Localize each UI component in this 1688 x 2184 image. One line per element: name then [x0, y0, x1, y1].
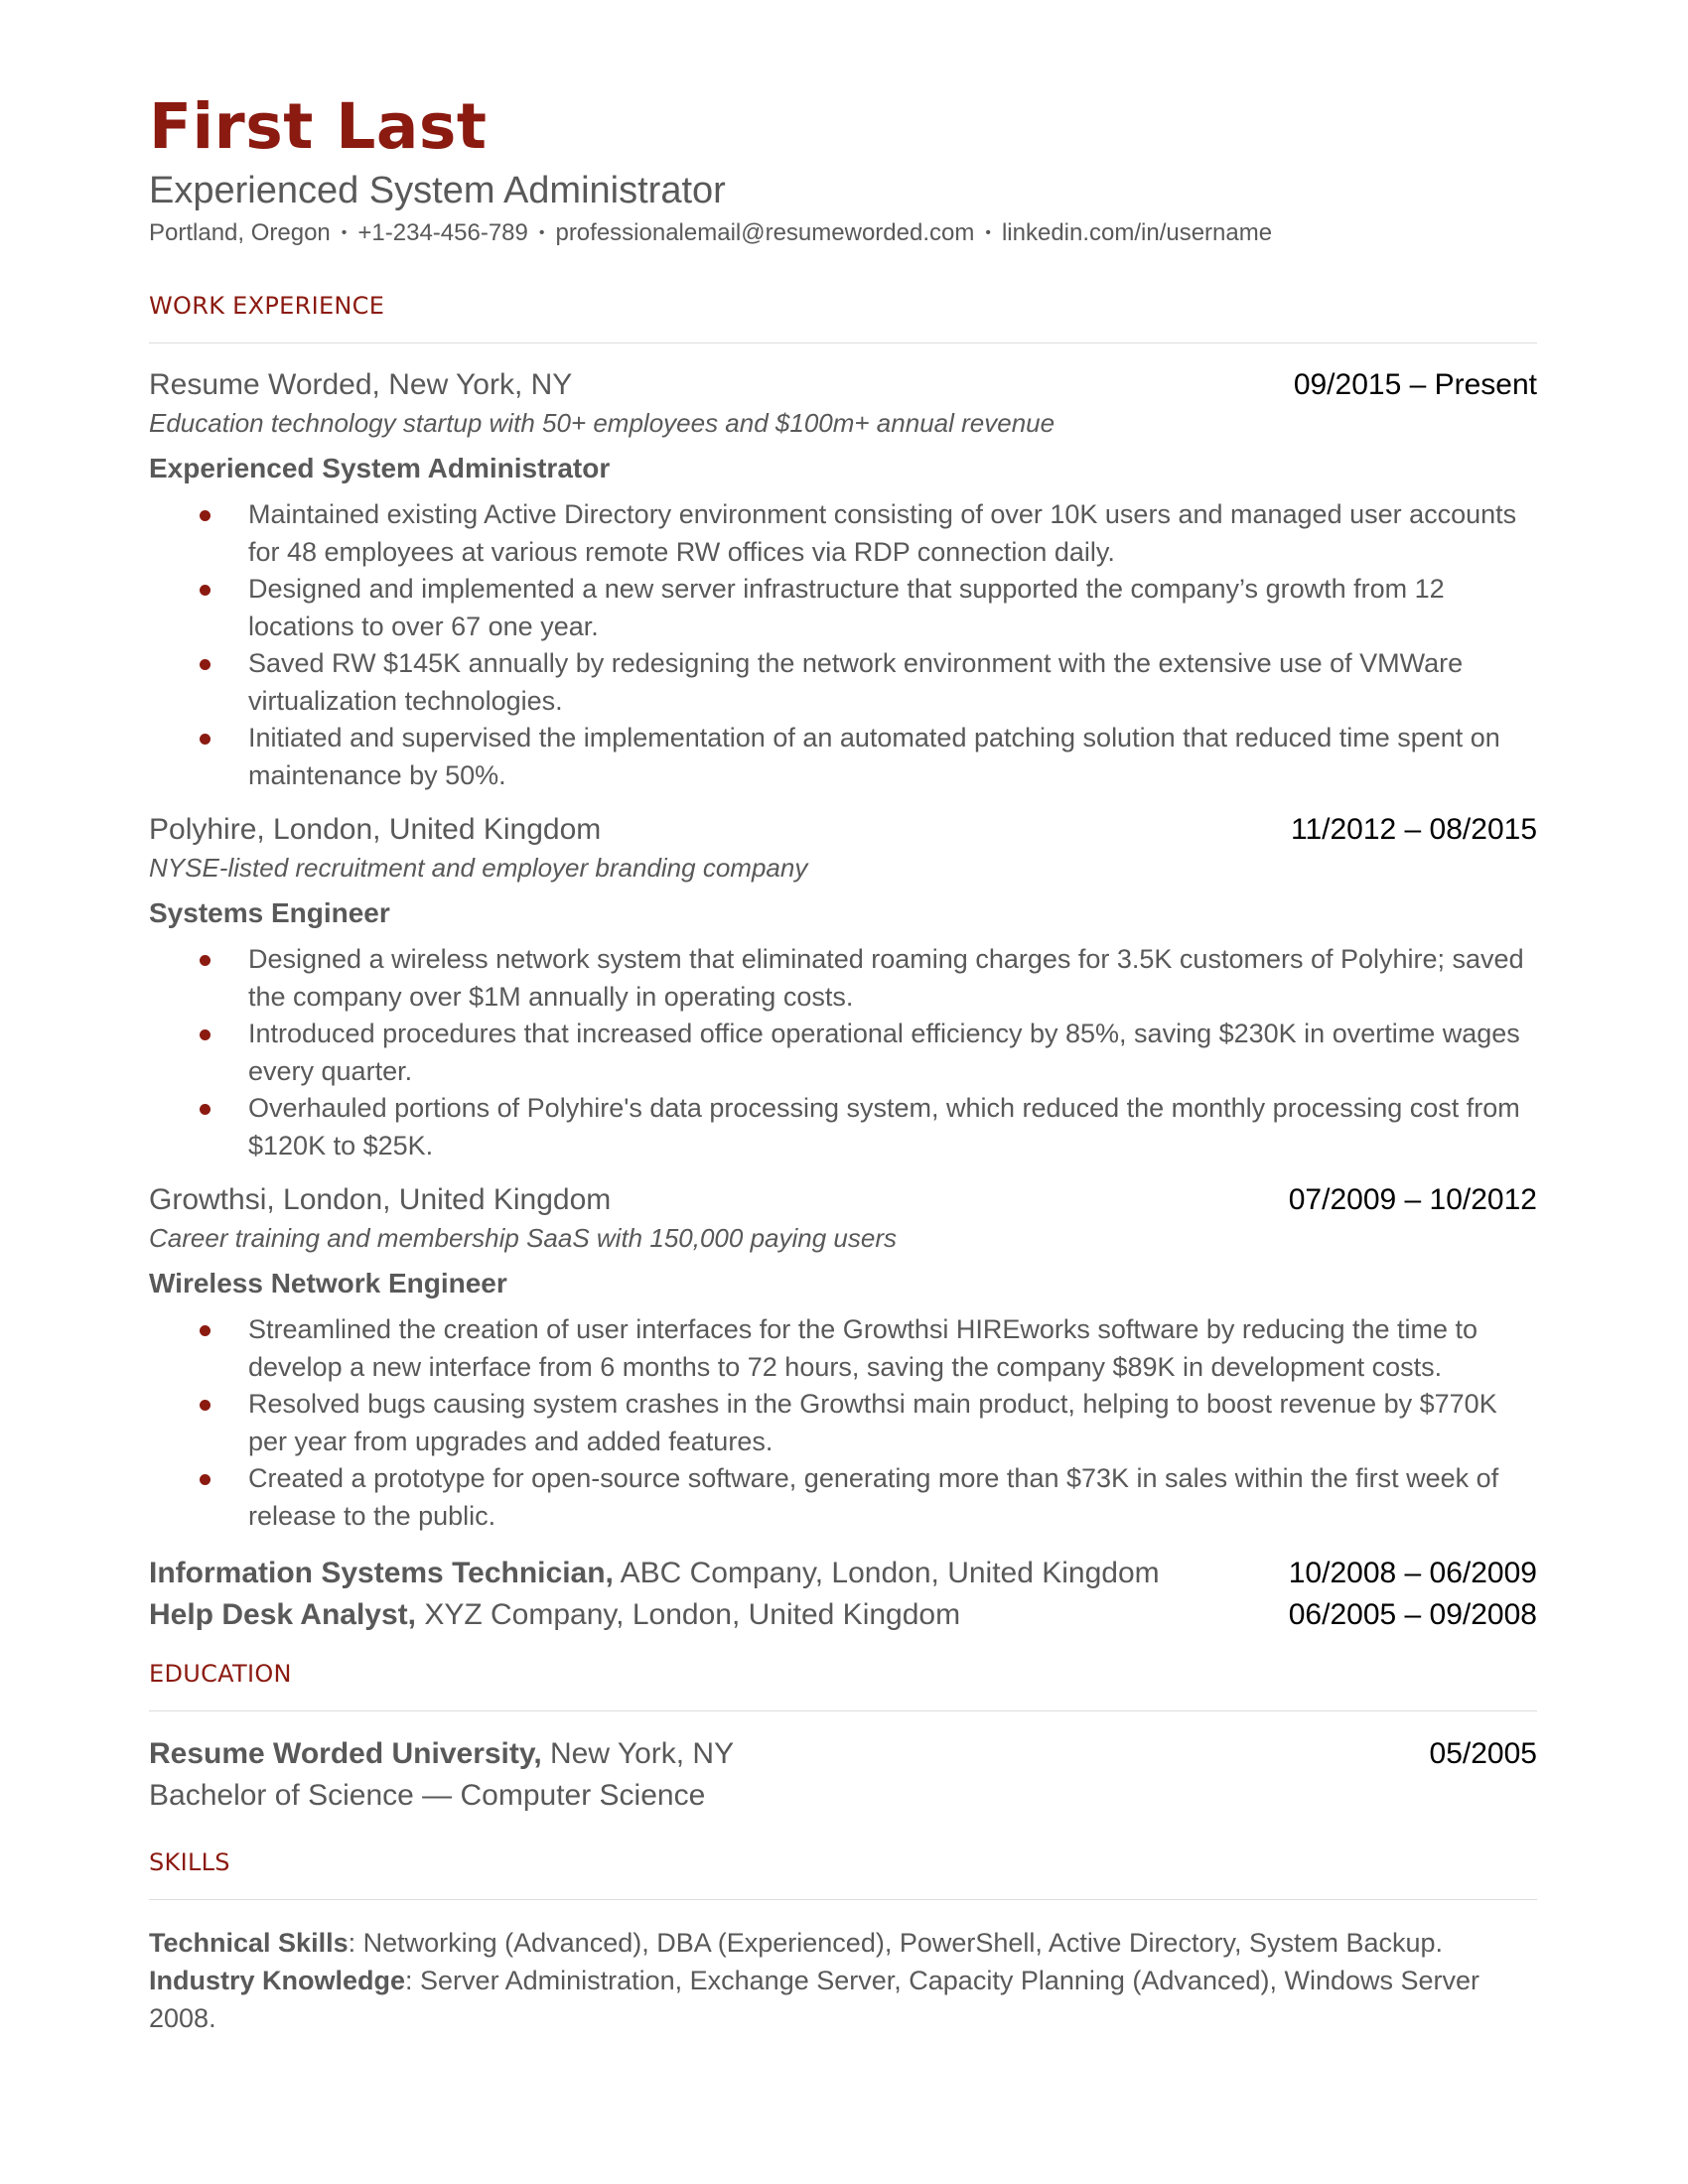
bullet-icon: [200, 1474, 211, 1485]
list-item: [149, 1016, 1537, 1090]
job-dates: 07/2009 – 10/2012: [1288, 1183, 1537, 1216]
section-divider: [149, 1710, 1537, 1711]
skill-label: Technical Skills: [149, 1928, 349, 1958]
job-dates: 09/2015 – Present: [1293, 368, 1537, 401]
job-description: Career training and membership SaaS with 150,000 paying users: [149, 1223, 897, 1253]
skills-list: [149, 1924, 1537, 2037]
contact-linkedin[interactable]: linkedin.com/in/username: [1001, 219, 1273, 246]
job-company: Growthsi, London, United Kingdom: [149, 1183, 612, 1216]
section-title-work: WORK EXPERIENCE: [149, 292, 385, 320]
bullet-text: Introduced procedures that increased office operational efficiency by 85%, saving $230K in overtime wages every quarter.: [248, 1019, 1520, 1086]
short-job-row: [149, 1553, 1537, 1594]
bullet-text: Created a prototype for open-source software, generating more than $73K in sales within the first week of release to the public.: [248, 1463, 1499, 1531]
job-dates: 11/2012 – 08/2015: [1290, 813, 1537, 846]
education-school-line: [149, 1733, 734, 1775]
job-bullets: [149, 496, 1537, 794]
job-header: [149, 810, 1537, 850]
bullet-text: Overhauled portions of Polyhire's data processing system, which reduced the monthly processing cost from $120K to $25K.: [248, 1093, 1520, 1160]
short-job-role: Information Systems Technician,: [149, 1557, 614, 1589]
job-header: [149, 1180, 1537, 1220]
job-description: NYSE-listed recruitment and employer branding company: [149, 853, 808, 883]
contact-line: [149, 216, 1537, 250]
list-item: [149, 496, 1537, 571]
short-job-role: Help Desk Analyst,: [149, 1598, 416, 1631]
short-jobs: [149, 1553, 1537, 1636]
education-date: 05/2005: [1429, 1737, 1537, 1770]
bullet-icon: [200, 955, 211, 966]
list-item: [149, 1460, 1537, 1535]
education-entry: [149, 1733, 1537, 1817]
contact-email[interactable]: professionalemail@resumeworded.com: [555, 219, 975, 246]
list-item: [149, 571, 1537, 645]
skill-value: : Networking (Advanced), DBA (Experienced), PowerShell, Active Directory, System Backup.: [348, 1928, 1444, 1958]
bullet-icon: [200, 510, 211, 521]
bullet-icon: [200, 659, 211, 670]
bullet-icon: [200, 585, 211, 596]
education-school: Resume Worded University,: [149, 1737, 542, 1770]
resume-page: [149, 89, 1537, 2037]
job-company: Polyhire, London, United Kingdom: [149, 813, 602, 846]
bullet-text: Resolved bugs causing system crashes in the Growthsi main product, helping to boost revenue by $770K per year from upgrades and added features.: [248, 1389, 1497, 1456]
job-entry: [149, 810, 1537, 1164]
job-description: Education technology startup with 50+ employees and $100m+ annual revenue: [149, 408, 1055, 438]
job-bullets: [149, 1311, 1537, 1535]
job-bullets: [149, 941, 1537, 1164]
skill-row: [149, 1962, 1537, 2037]
short-job-dates: 06/2005 – 09/2008: [1288, 1598, 1537, 1631]
job-entry: [149, 1180, 1537, 1535]
section-divider: [149, 342, 1537, 343]
bullet-text: Saved RW $145K annually by redesigning the network environment with the extensive use of VMWare virtualization technologies.: [248, 648, 1464, 716]
short-job-text: [149, 1594, 960, 1636]
bullet-text: Initiated and supervised the implementation of an automated patching solution that reduced time spent on maintenance by 50%.: [248, 723, 1500, 790]
contact-location: Portland, Oregon: [149, 219, 331, 246]
list-item: [149, 941, 1537, 1016]
bullet-text: Maintained existing Active Directory environment consisting of over 10K users and managed user accounts for 48 employees at various remote RW offices via RDP connection daily.: [248, 499, 1517, 567]
contact-separator: •: [985, 224, 991, 241]
short-job-text: [149, 1553, 1160, 1594]
short-job-dates: 10/2008 – 06/2009: [1288, 1557, 1537, 1589]
skill-value: : Server Administration, Exchange Server, Capacity Planning (Advanced), Windows Server 2008.: [149, 1966, 1480, 2033]
candidate-headline: Experienced System Administrator: [149, 170, 726, 211]
bullet-icon: [200, 734, 211, 745]
bullet-text: Designed and implemented a new server infrastructure that supported the company’s growth from 12 locations to over 67 one year.: [248, 574, 1445, 641]
bullet-icon: [200, 1104, 211, 1115]
list-item: [149, 1386, 1537, 1460]
short-job-company: XYZ Company, London, United Kingdom: [416, 1598, 961, 1631]
candidate-name: First Last: [149, 90, 488, 163]
bullet-icon: [200, 1400, 211, 1411]
job-header: [149, 365, 1537, 405]
bullet-text: Streamlined the creation of user interfaces for the Growthsi HIREworks software by reducing the time to develop a new interface from 6 months to 72 hours, saving the company $89K in development costs.: [248, 1314, 1478, 1382]
section-divider: [149, 1899, 1537, 1900]
education-location: New York, NY: [541, 1737, 735, 1770]
contact-separator: •: [341, 224, 348, 241]
list-item: [149, 1090, 1537, 1164]
education-header: [149, 1733, 1537, 1775]
job-role: Experienced System Administrator: [149, 453, 611, 483]
bullet-icon: [200, 1029, 211, 1040]
job-role: Wireless Network Engineer: [149, 1268, 507, 1298]
contact-separator: •: [538, 224, 545, 241]
list-item: [149, 645, 1537, 720]
bullet-text: Designed a wireless network system that eliminated roaming charges for 3.5K customers of Polyhire; saved the company over $1M annually in operating costs.: [248, 944, 1524, 1012]
job-company: Resume Worded, New York, NY: [149, 368, 573, 401]
contact-phone: +1-234-456-789: [357, 219, 528, 246]
job-entry: [149, 365, 1537, 794]
short-job-row: [149, 1594, 1537, 1636]
bullet-icon: [200, 1325, 211, 1336]
skill-label: Industry Knowledge: [149, 1966, 406, 1995]
short-job-company: ABC Company, London, United Kingdom: [613, 1557, 1160, 1589]
list-item: [149, 1311, 1537, 1386]
education-degree: Bachelor of Science — Computer Science: [149, 1779, 706, 1812]
job-role: Systems Engineer: [149, 897, 390, 928]
skill-row: [149, 1924, 1537, 1962]
section-title-education: EDUCATION: [149, 1660, 292, 1688]
section-title-skills: SKILLS: [149, 1848, 230, 1876]
list-item: [149, 720, 1537, 794]
